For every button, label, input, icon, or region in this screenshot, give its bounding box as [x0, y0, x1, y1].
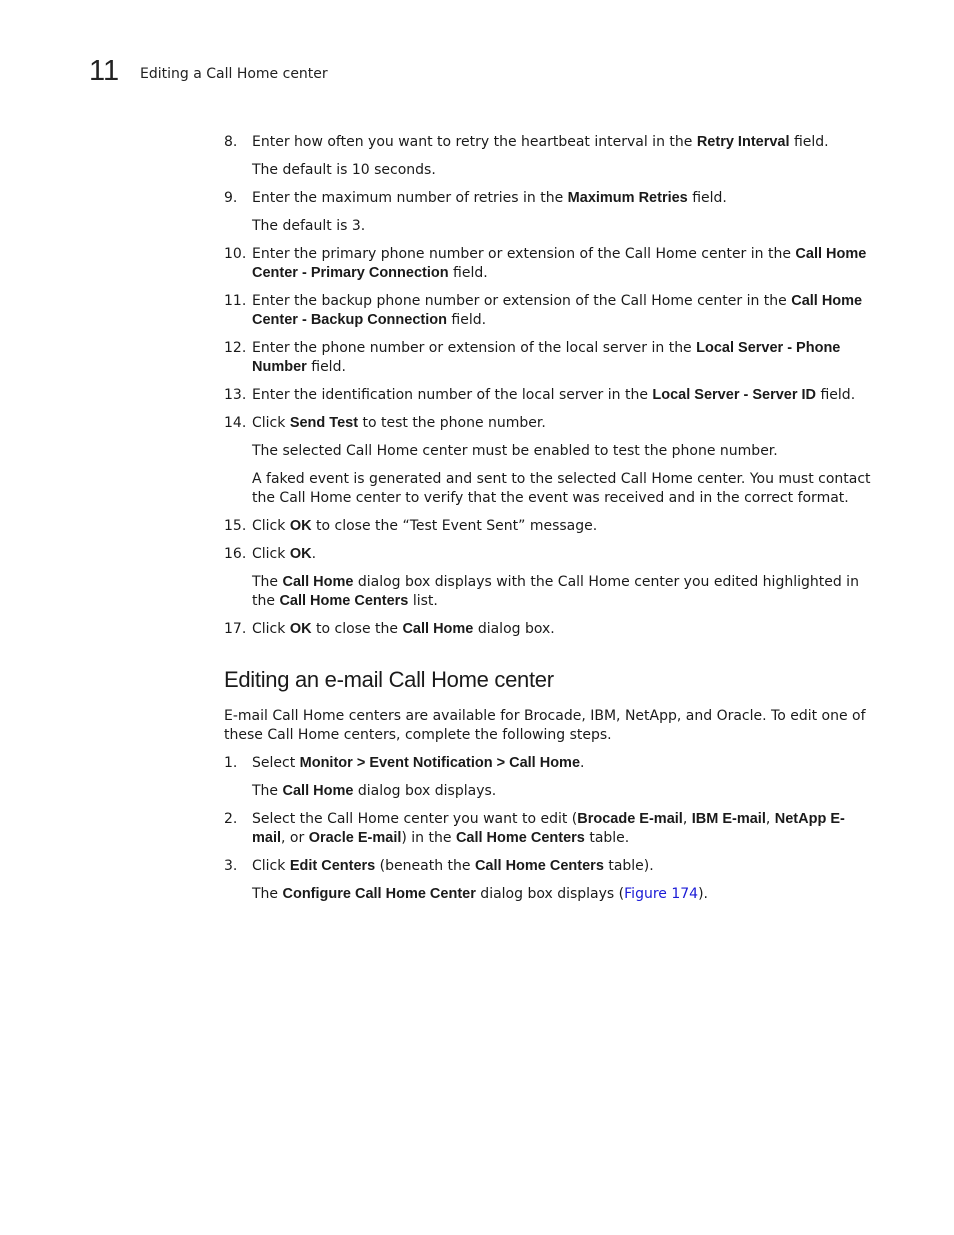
step-text: field. [446, 312, 487, 328]
step-text: to close the [311, 621, 403, 637]
step-number: 3. [224, 858, 238, 874]
step-text: (beneath the [375, 858, 475, 874]
step-text: Enter the identification number of the local server in the [252, 387, 653, 403]
step-text: Select [252, 755, 300, 771]
step-text: field. [816, 387, 856, 403]
step-text: to close the “Test Event Sent” message. [311, 518, 598, 534]
step-2 [224, 810, 874, 848]
step-text: . [580, 755, 585, 771]
step-number: 8. [224, 134, 238, 150]
intro-paragraph: E-mail Call Home centers are available for Brocade, IBM, NetApp, and Oracle. To edit one of these Call Home centers, complete the following steps. [224, 708, 866, 743]
note-text: dialog box displays with the Call Home center you edited highlighted in the [252, 574, 859, 609]
step-17 [224, 620, 874, 639]
step-note [224, 573, 874, 611]
step-text: field. [306, 359, 346, 375]
ui-label: Brocade E-mail [577, 811, 683, 827]
ui-label: Call Home Center - Primary Connection [252, 246, 867, 281]
step-15 [224, 517, 874, 536]
ui-label: OK [289, 546, 312, 562]
step-text: Select the Call Home center you want to edit ( [252, 811, 578, 827]
step-number: 1. [224, 755, 238, 771]
note-text: ). [698, 886, 708, 902]
step-text: Enter the phone number or extension of the local server in the [252, 340, 697, 356]
step-text: Click [252, 858, 290, 874]
section-title: Editing a Call Home center [140, 66, 328, 82]
note-text: The [252, 886, 283, 902]
chapter-number: 11 [89, 55, 120, 87]
figure-174-link[interactable]: Figure 174 [624, 886, 699, 902]
step-3 [224, 857, 874, 876]
ui-label: Call Home [402, 621, 474, 637]
step-number: 13. [224, 387, 247, 403]
section-heading: Editing an e-mail Call Home center [224, 667, 554, 692]
step-note: The default is 10 seconds. [252, 162, 436, 178]
step-13 [224, 386, 874, 405]
note-text: The [252, 783, 283, 799]
step-number: 9. [224, 190, 238, 206]
ui-label: Edit Centers [289, 858, 376, 874]
note-text: The [252, 574, 283, 590]
step-text: dialog box. [473, 621, 555, 637]
step-10 [224, 245, 874, 283]
ui-label: Call Home Centers [279, 593, 409, 609]
step-note [224, 782, 874, 801]
step-note: The selected Call Home center must be enabled to test the phone number. [252, 443, 778, 459]
step-number: 16. [224, 546, 247, 562]
ui-label: Local Server - Phone Number [252, 340, 841, 375]
step-text: , or [281, 830, 309, 846]
ui-label: Monitor > Event Notification > Call Home [299, 755, 581, 771]
note-text: dialog box displays ( [475, 886, 625, 902]
ui-label: Maximum Retries [567, 190, 688, 206]
step-text: to test the phone number. [358, 415, 546, 431]
step-text: table). [603, 858, 654, 874]
step-text: Click [252, 621, 290, 637]
step-text: . [311, 546, 317, 562]
step-note: A faked event is generated and sent to the selected Call Home center. You must contact the Call Home center to verify that the event was received and in the correct format. [252, 471, 871, 506]
step-number: 10. [224, 246, 247, 262]
step-text: , [682, 811, 692, 827]
step-text: field. [789, 134, 829, 150]
ui-label: OK [289, 621, 312, 637]
step-text: ) in the [401, 830, 456, 846]
ui-label: Call Home [282, 574, 354, 590]
step-number: 12. [224, 340, 247, 356]
step-text: field. [687, 190, 727, 206]
ui-label: NetApp E-mail [252, 811, 845, 846]
ui-label: Oracle E-mail [308, 830, 402, 846]
step-12 [224, 339, 874, 377]
ui-label: Retry Interval [696, 134, 790, 150]
step-text: Click [252, 546, 290, 562]
ui-label: Call Home Centers [455, 830, 585, 846]
step-text: Click [252, 415, 290, 431]
step-number: 2. [224, 811, 238, 827]
step-14 [224, 414, 874, 433]
note-text: dialog box displays. [353, 783, 497, 799]
step-11 [224, 292, 874, 330]
step-note: The default is 3. [252, 218, 366, 234]
step-8 [224, 133, 874, 152]
step-number: 17. [224, 621, 247, 637]
step-16 [224, 545, 874, 564]
ui-label: Call Home Center - Backup Connection [252, 293, 863, 328]
ui-label: Send Test [289, 415, 359, 431]
step-text: field. [448, 265, 488, 281]
step-text: Enter how often you want to retry the heartbeat interval in the [252, 134, 697, 150]
step-number: 11. [224, 293, 247, 309]
step-9 [224, 189, 874, 208]
step-text: Click [252, 518, 290, 534]
ui-label: Call Home Centers [474, 858, 604, 874]
step-text: Enter the backup phone number or extension of the Call Home center in the [252, 293, 792, 309]
step-text: Enter the primary phone number or extension of the Call Home center in the [252, 246, 796, 262]
step-note [224, 885, 874, 904]
ui-label: IBM E-mail [691, 811, 766, 827]
main-content [224, 133, 874, 904]
step-number: 14. [224, 415, 247, 431]
step-1 [224, 754, 874, 773]
step-text: table. [584, 830, 630, 846]
step-text: Enter the maximum number of retries in the [252, 190, 568, 206]
step-text: , [765, 811, 775, 827]
ui-label: OK [289, 518, 312, 534]
ui-label: Configure Call Home Center [282, 886, 476, 902]
step-number: 15. [224, 518, 247, 534]
note-text: list. [408, 593, 438, 609]
ui-label: Call Home [282, 783, 354, 799]
ui-label: Local Server - Server ID [652, 387, 817, 403]
